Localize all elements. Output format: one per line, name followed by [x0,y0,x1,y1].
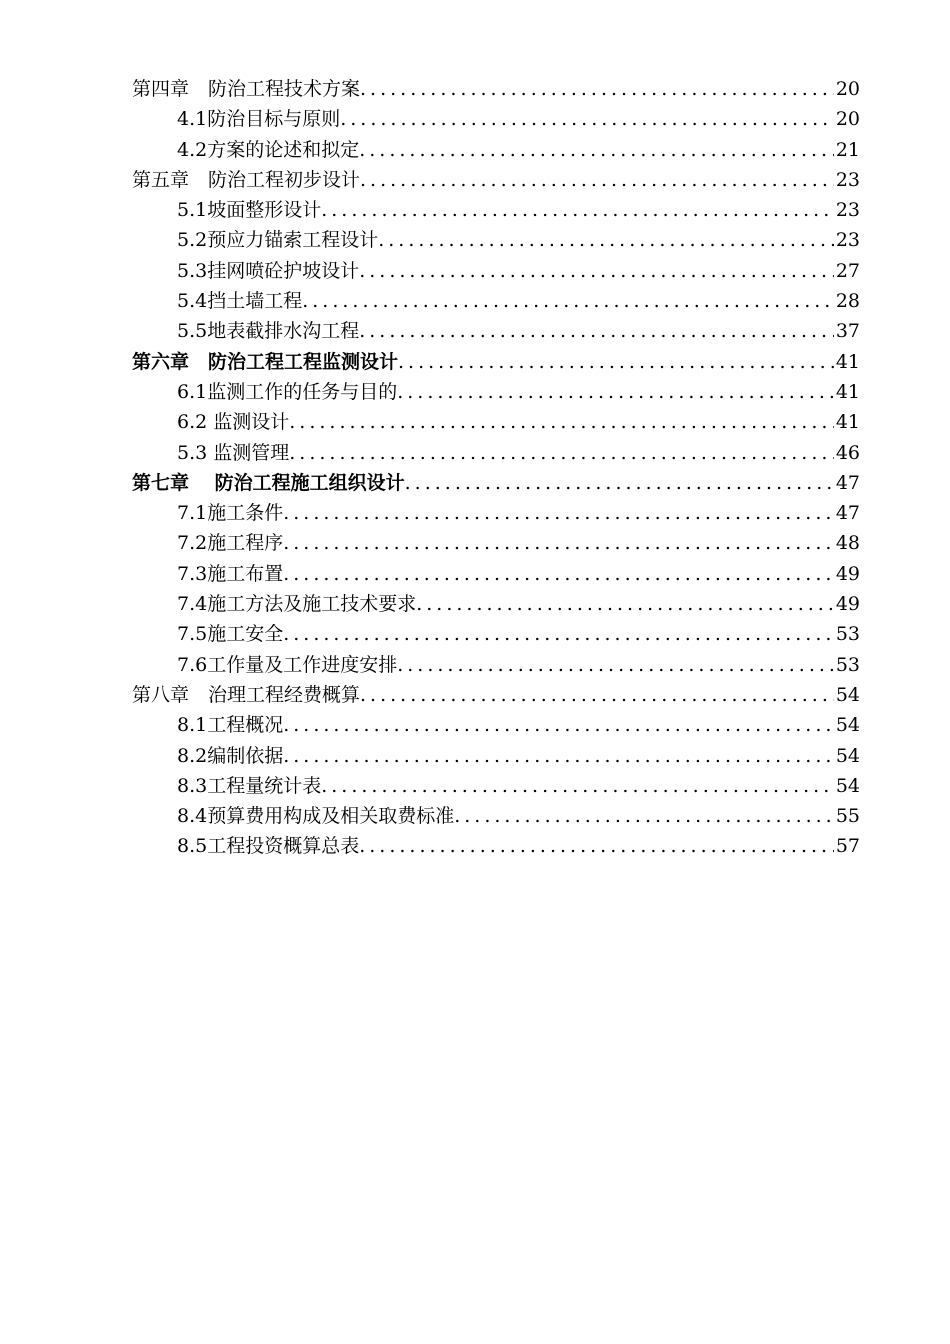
toc-dot-leader [359,256,834,286]
toc-page-number: 54 [835,744,860,767]
toc-dot-leader [359,135,834,165]
toc-section-entry[interactable] [132,741,860,771]
toc-page-number: 23 [835,199,860,222]
toc-dot-leader [416,589,834,619]
toc-section-entry[interactable] [132,498,860,528]
toc-dot-leader [283,710,834,740]
toc-dot-leader [321,195,834,225]
toc-entry-title: 第四章 防治工程技术方案 [132,78,361,100]
toc-chapter-entry[interactable] [132,347,860,377]
toc-chapter-entry[interactable] [132,74,860,104]
toc-section-entry[interactable] [132,528,860,558]
toc-section-entry[interactable] [132,771,860,801]
toc-dot-leader [283,619,834,649]
toc-dot-leader [283,559,834,589]
toc-entry-title: 5.3 监测管理 [177,441,290,464]
toc-entry-title: 7.5施工安全 [177,623,284,646]
toc-section-entry[interactable] [132,286,860,316]
table-of-contents [132,74,860,862]
toc-page-number: 49 [835,562,860,585]
toc-chapter-entry[interactable] [132,680,860,710]
toc-page-number: 20 [835,78,860,100]
toc-page-number: 54 [835,683,860,706]
toc-entry-title: 5.5地表截排水沟工程 [177,320,360,343]
toc-page-number: 28 [835,290,860,313]
toc-section-entry[interactable] [132,407,860,437]
toc-entry-title: 5.3挂网喷砼护坡设计 [177,259,360,282]
toc-section-entry[interactable] [132,831,860,861]
toc-entry-title: 6.1监测工作的任务与目的 [177,380,398,403]
toc-page-number: 47 [835,471,860,494]
toc-page-number: 37 [835,320,860,343]
toc-section-entry[interactable] [132,195,860,225]
toc-dot-leader [359,831,834,861]
toc-dot-leader [378,225,834,255]
toc-entry-title: 5.2预应力锚索工程设计 [177,229,379,252]
toc-page-number: 23 [835,229,860,252]
toc-entry-title: 第六章 防治工程工程监测设计 [132,350,399,373]
toc-section-entry[interactable] [132,438,860,468]
toc-page-number: 55 [835,805,860,828]
toc-page-number: 27 [835,259,860,282]
toc-page-number: 41 [835,411,860,434]
toc-dot-leader [289,438,834,468]
toc-page-number: 46 [835,441,860,464]
toc-entry-title: 第八章 治理工程经费概算 [132,683,361,706]
toc-section-entry[interactable] [132,559,860,589]
toc-dot-leader [283,741,834,771]
toc-section-entry[interactable] [132,377,860,407]
toc-section-entry[interactable] [132,801,860,831]
toc-page-number: 53 [835,653,860,676]
toc-page-number: 20 [835,108,860,131]
toc-dot-leader [360,680,834,710]
toc-section-entry[interactable] [132,650,860,680]
toc-entry-title: 7.6工作量及工作进度安排 [177,653,398,676]
toc-entry-title: 7.4施工方法及施工技术要求 [177,593,417,616]
toc-dot-leader [283,528,834,558]
toc-section-entry[interactable] [132,619,860,649]
toc-page-number: 41 [835,350,860,373]
toc-dot-leader [359,316,834,346]
toc-dot-leader [405,468,834,498]
toc-entry-title: 8.4预算费用构成及相关取费标准 [177,805,455,828]
toc-page-number: 23 [835,168,860,191]
toc-page-number: 41 [835,380,860,403]
toc-entry-title: 第五章 防治工程初步设计 [132,168,361,191]
toc-entry-title: 6.2 监测设计 [177,411,290,434]
toc-dot-leader [397,650,834,680]
toc-entry-title: 8.1工程概况 [177,714,284,737]
toc-dot-leader [340,104,834,134]
toc-page-number: 49 [835,593,860,616]
toc-section-entry[interactable] [132,104,860,134]
toc-entry-title: 4.2方案的论述和拟定 [177,138,360,161]
toc-entry-title: 8.3工程量统计表 [177,774,322,797]
toc-entry-title: 第七章 防治工程施工组织设计 [132,471,405,494]
toc-dot-leader [283,498,834,528]
toc-dot-leader [302,286,834,316]
toc-entry-title: 5.1坡面整形设计 [177,199,322,222]
toc-page-number: 54 [835,714,860,737]
toc-dot-leader [397,377,834,407]
toc-entry-title: 4.1防治目标与原则 [177,108,341,131]
toc-section-entry[interactable] [132,589,860,619]
toc-section-entry[interactable] [132,225,860,255]
toc-page-number: 53 [835,623,860,646]
toc-entry-title: 7.3施工布置 [177,562,284,585]
toc-page-number: 57 [835,835,860,858]
toc-dot-leader [398,347,834,377]
toc-chapter-entry[interactable] [132,165,860,195]
toc-entry-title: 8.2编制依据 [177,744,284,767]
toc-section-entry[interactable] [132,710,860,740]
toc-section-entry[interactable] [132,316,860,346]
toc-section-entry[interactable] [132,256,860,286]
toc-page-number: 21 [835,138,860,161]
toc-entry-title: 7.2施工程序 [177,532,284,555]
toc-chapter-entry[interactable] [132,468,860,498]
toc-entry-title: 5.4挡土墙工程 [177,290,303,313]
toc-dot-leader [289,407,834,437]
toc-page-number: 47 [835,502,860,525]
toc-entry-title: 8.5工程投资概算总表 [177,835,360,858]
toc-entry-title: 7.1施工条件 [177,502,284,525]
toc-dot-leader [360,74,834,104]
toc-section-entry[interactable] [132,135,860,165]
toc-dot-leader [454,801,834,831]
toc-page-number: 54 [835,774,860,797]
toc-dot-leader [321,771,834,801]
toc-page-number: 48 [835,532,860,555]
toc-dot-leader [360,165,834,195]
